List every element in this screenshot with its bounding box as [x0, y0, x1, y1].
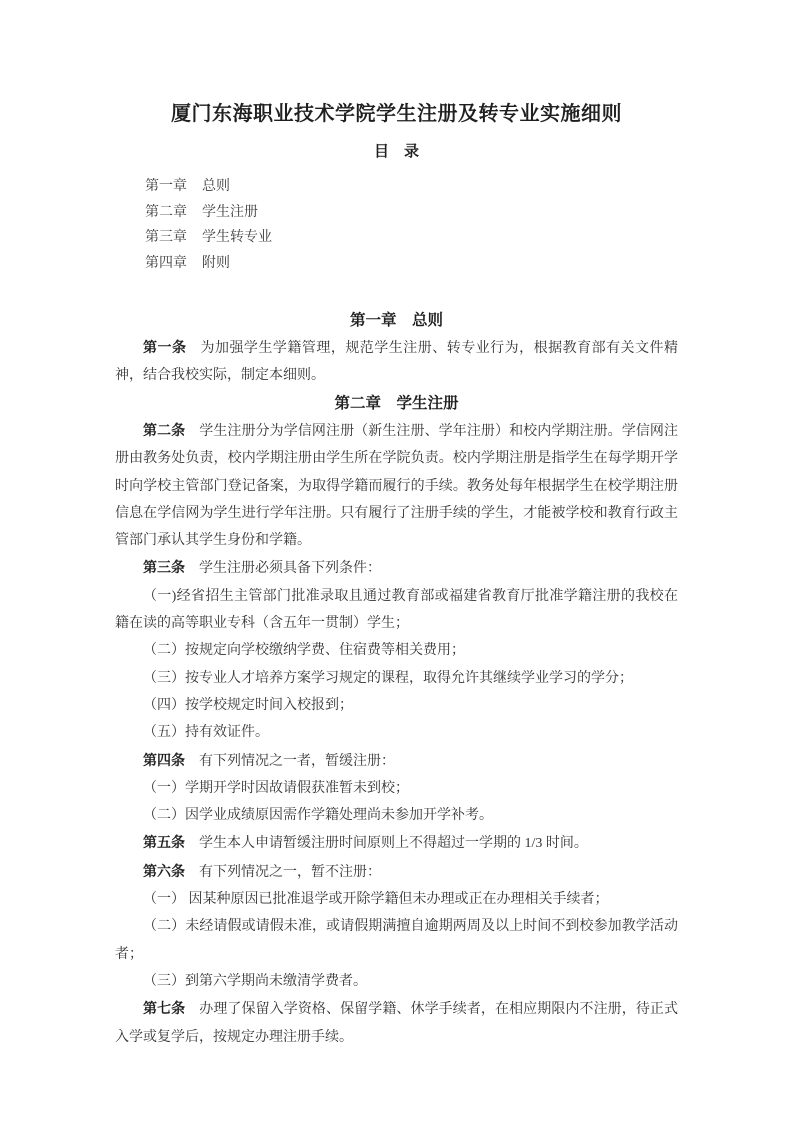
article-7-text: 办理了保留入学资格、保留学籍、休学手续者，在相应期限内不注册，待正式入学或复学后，按规定办理注册手续。 [115, 1002, 678, 1045]
article-4 [115, 747, 678, 775]
chapter-2-heading: 第二章 学生注册 [334, 394, 459, 412]
article-4-item: （二）因学业成绩原因需作学籍处理尚未参加开学补考。 [143, 808, 493, 824]
toc-item [145, 225, 678, 251]
article-1-number: 第一条 [143, 339, 187, 356]
article-7 [115, 995, 678, 1051]
toc-chapter-title: 学生转专业 [202, 230, 272, 246]
article-6-item: （三）到第六学期尚未缴清学费者。 [143, 973, 367, 989]
article-6 [115, 858, 678, 886]
toc-heading: 目 录 [373, 143, 419, 160]
table-of-contents [115, 174, 678, 277]
article-3-item: （五）持有效证件。 [143, 725, 269, 741]
article-4-text: 有下列情况之一者，暂缓注册： [199, 753, 395, 769]
toc-chapter-title: 学生注册 [202, 204, 258, 220]
article-6-text: 有下列情况之一，暂不注册： [199, 864, 381, 880]
toc-chapter-title: 总则 [202, 179, 230, 194]
article-6-item: （一） 因某种原因已批准退学或开除学籍但未办理或正在办理相关手续者； [143, 892, 609, 908]
article-3-item: （三）按专业人才培养方案学习规定的课程，取得允许其继续学业学习的学分； [143, 670, 633, 686]
article-3-number: 第三条 [143, 559, 185, 576]
article-7-number: 第七条 [143, 1000, 186, 1017]
toc-chapter-label: 第一章 [145, 179, 187, 194]
article-4-number: 第四条 [143, 751, 185, 768]
document-title: 厦门东海职业技术学院学生注册及转专业实施细则 [171, 103, 622, 125]
article-3-item: （二）按规定向学校缴纳学费、住宿费等相关费用； [143, 643, 465, 659]
article-5-text: 学生本人申请暂缓注册时间原则上不得超过一学期的 1/3 时间。 [199, 836, 588, 852]
toc-item [145, 174, 678, 200]
article-3-text: 学生注册必须具备下列条件： [199, 561, 381, 577]
toc-chapter-label: 第二章 [145, 204, 187, 220]
toc-chapter-label: 第三章 [145, 230, 187, 246]
article-4-item: （一）学期开学时因故请假获准暂未到校； [143, 780, 409, 796]
toc-chapter-title: 附则 [202, 256, 230, 272]
article-2-number: 第二条 [143, 422, 186, 438]
chapter-1-heading: 第一章 总则 [349, 311, 443, 329]
article-3-item: （一)经省招生主管部门批准录取且通过教育部或福建省教育厅批准学籍注册的我校在籍在读的高等职业专科（含五年一贯制）学生； [115, 588, 678, 632]
article-2 [115, 417, 678, 554]
article-6-item: （二）未经请假或请假未准，或请假期满擅自逾期两周及以上时间不到校参加教学活动者； [115, 919, 678, 962]
article-3 [115, 554, 678, 582]
toc-item [145, 200, 678, 226]
article-1-text: 为加强学生学籍管理，规范学生注册、转专业行为，根据教育部有关文件精神，结合我校实际，制定本细则。 [115, 341, 679, 384]
toc-chapter-label: 第四章 [145, 256, 187, 272]
document-body [115, 307, 678, 1051]
article-1 [115, 334, 678, 390]
article-5-number: 第五条 [143, 834, 185, 851]
toc-item [145, 251, 678, 277]
article-6-number: 第六条 [143, 862, 185, 879]
article-2-text: 学生注册分为学信网注册（新生注册、学年注册）和校内学期注册。学信网注册由教务处负责，校内学期注册由学生所在学院负责。校内学期注册是指学生在每学期开学时向学校主管部门登记备案，为取得学籍而履行的手续。教务处每年根据学生在校学期注册信息在学信网为学生进行学年注册。只有履行了注册手续的学生，才能被学校和教育行政主管部门承认其学生身份和学籍。 [115, 424, 678, 549]
article-3-item: （四）按学校规定时间入校报到； [143, 697, 353, 713]
article-5 [115, 829, 678, 857]
